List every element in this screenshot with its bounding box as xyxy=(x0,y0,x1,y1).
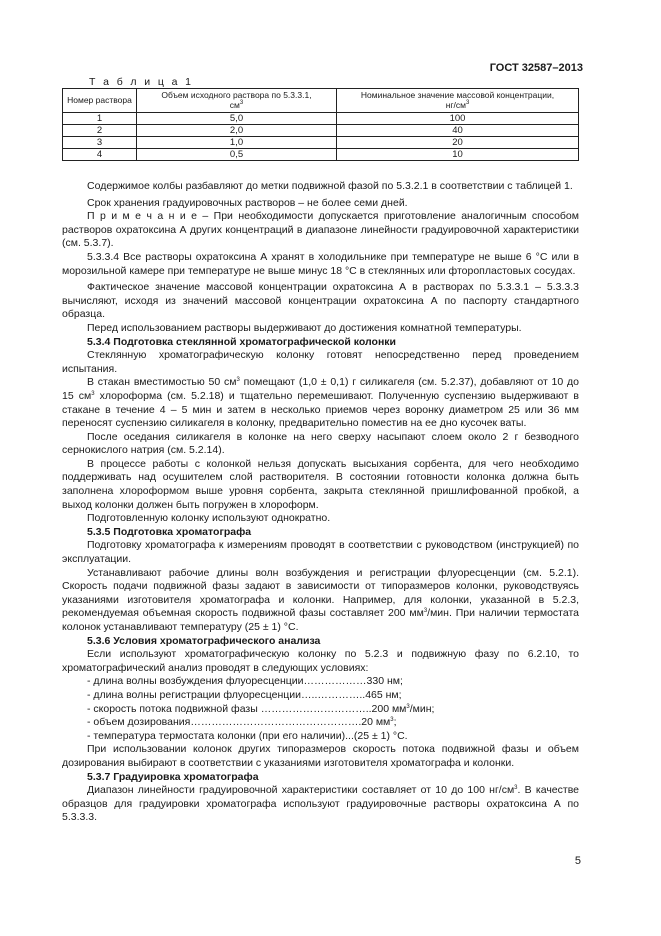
paragraph-part: В стакан вместимостью 50 см xyxy=(87,376,237,389)
list-item xyxy=(62,716,579,730)
list-item-text: - объем дозирования………………………………………….20 мм xyxy=(87,716,391,729)
cell-number: 1 xyxy=(63,113,137,125)
col-header-volume xyxy=(137,89,337,113)
superscript: 3 xyxy=(390,717,394,724)
section-heading: 5.3.7 Градуировка хроматографа xyxy=(87,770,259,783)
cell-concentration: 20 xyxy=(337,137,579,149)
paragraph xyxy=(62,784,579,825)
superscript: 3 xyxy=(236,377,240,384)
document-id: ГОСТ 32587–2013 xyxy=(489,62,583,74)
paragraph xyxy=(62,567,579,635)
cell-concentration: 100 xyxy=(337,113,579,125)
paragraph: После оседания силикагеля в колонке на него сверху насыпают слоем около 2 г безводного сернокислого натрия (см. 5.2.14). xyxy=(62,430,579,457)
superscript: 3 xyxy=(514,785,518,792)
list-item-text: ; xyxy=(393,716,397,729)
body-text xyxy=(62,180,579,825)
table-row xyxy=(63,113,579,125)
paragraph-part: Диапазон линейности градуировочной характеристики составляет от 10 до 100 нг/см xyxy=(87,784,515,797)
paragraph: Содержимое колбы разбавляют до метки подвижной фазой по 5.3.2.1 в соответствии с таблицей 1. xyxy=(87,180,573,192)
paragraph-part: . В качестве образцов для градуировки хроматографа используют градуировочные растворы охратоксина А по 5.3.3.3. xyxy=(62,784,579,824)
superscript: 3 xyxy=(91,390,95,397)
paragraph: 5.3.3.4 Все растворы охратоксина А хранят в холодильнике при температуре не выше 6 °С или в морозильной камере при температуре не выше минус 18 °С в стеклянных или фторопластовых сосудах. xyxy=(62,250,579,277)
cell-volume: 0,5 xyxy=(137,149,337,161)
superscript: 3 xyxy=(239,99,244,106)
cell-number: 4 xyxy=(63,149,137,161)
list-item: - длина волны возбуждения флуоресценции………………330 нм; xyxy=(87,675,403,688)
cell-number: 3 xyxy=(63,137,137,149)
table-row xyxy=(63,137,579,149)
col-header-concentration xyxy=(337,89,579,113)
paragraph: Перед использованием растворы выдерживают до достижения комнатной температуры. xyxy=(87,321,522,334)
list-item: - температура термостата колонки (при его наличии)...(25 ± 1) °С. xyxy=(87,729,408,742)
paragraph: Стеклянную хроматографическую колонку готовят непосредственно перед проведением испытания. xyxy=(62,349,579,375)
paragraph-part: /мин. При наличии термостата колонок устанавливают температуру (25 ± 1) °С. xyxy=(62,607,579,633)
paragraph: Если используют хроматографическую колонку по 5.2.3 и подвижную фазу по 6.2.10, то хроматографический анализ проводят в следующих условиях: xyxy=(62,648,579,674)
paragraph: В процессе работы с колонкой нельзя допускать высыхания сорбента, для чего необходимо поддерживать над осушителем слой растворителя. В состоянии готовности колонка должна быть заполнена хлороформом выше уровня сорбента, закрыта стеклянной пришлифованной пробкой, а выход колонки должен быть погружен в хлороформ. xyxy=(62,457,579,511)
col-header-number: Номер раствора xyxy=(63,89,137,113)
paragraph-part: помещают (1,0 ± 0,1) г силикагеля (см. 5.2.37), добавляют от 10 до 15 см xyxy=(62,376,579,402)
section-heading: 5.3.5 Подготовка хроматографа xyxy=(87,525,252,538)
concentration-table xyxy=(62,88,579,161)
cell-concentration: 40 xyxy=(337,125,579,137)
paragraph-part: хлороформа (см. 5.2.18) и тщательно перемешивают. Полученную суспензию выдерживают в стакане в течение 4 – 5 мин и затем в несколько приемов через воронку диаметром 25 или 36 мм переносят суспензию силикагеля в колонку, предварительно поместив на ее дно кусочек ваты. xyxy=(62,389,579,430)
list-item xyxy=(62,703,579,717)
table-title: Т а б л и ц а 1 xyxy=(89,76,194,88)
list-item-text: /мин; xyxy=(409,702,435,715)
table-row xyxy=(63,149,579,161)
col-header-volume-unit: см xyxy=(229,99,240,110)
superscript: 3 xyxy=(406,703,410,710)
table-header-row xyxy=(63,89,579,113)
col-header-conc-unit: нг/см xyxy=(445,99,466,110)
superscript: 3 xyxy=(423,608,428,615)
paragraph: При использовании колонок других типоразмеров скорость потока подвижной фазы и объем дозирования выбирают в соответствии с указаниями изготовителя хроматографа и колонки. xyxy=(62,743,579,769)
note-paragraph: П р и м е ч а н и е – При необходимости допускается приготовление аналогичным способом растворов охратоксина А других концентраций в диапазоне линейности градуировочной характеристики (см. 5.3.7). xyxy=(62,210,579,250)
page-number: 5 xyxy=(574,855,581,867)
cell-number: 2 xyxy=(63,125,137,137)
cell-volume: 5,0 xyxy=(137,113,337,125)
paragraph: Подготовленную колонку используют однократно. xyxy=(87,512,331,525)
section-heading: 5.3.6 Условия хроматографического анализа xyxy=(87,634,321,647)
list-item-text: - скорость потока подвижной фазы …………………………..200 мм xyxy=(87,702,407,715)
cell-volume: 2,0 xyxy=(137,125,337,137)
list-item: - длина волны регистрации флуоресценции…..…………..465 нм; xyxy=(87,688,402,701)
col-header-conc-text: Номинальное значение массовой концентрации, xyxy=(360,90,555,100)
section-heading: 5.3.4 Подготовка стеклянной хроматографической колонки xyxy=(87,335,396,348)
paragraph: Срок хранения градуировочных растворов – не более семи дней. xyxy=(87,196,408,209)
col-header-volume-text: Объем исходного раствора по 5.3.3.1, xyxy=(161,90,312,100)
paragraph-part: Устанавливают рабочие длины волн возбуждения и регистрации флуоресценции (см. 5.2.1). Скорость подачи подвижной фазы задают в зависимости от типоразмеров колонки, руководствуясь указаниями изготовителя хроматографа и колонки. Например, для колонки, указанной в 5.2.3, рекомендуемая объемная скорость подвижной фазы составляет 200 мм xyxy=(62,566,579,620)
cell-volume: 1,0 xyxy=(137,137,337,149)
table-row xyxy=(63,125,579,137)
paragraph: Фактическое значение массовой концентрации охратоксина А в растворах по 5.3.3.1 – 5.3.3.3 вычисляют, исходя из значений массовой концентрации охратоксина А по паспорту стандартного образца. xyxy=(62,281,579,321)
cell-concentration: 10 xyxy=(337,149,579,161)
superscript: 3 xyxy=(465,99,470,106)
paragraph xyxy=(62,376,579,430)
paragraph: Подготовку хроматографа к измерениям проводят в соответствии с руководством (инструкцией) по эксплуатации. xyxy=(62,539,579,566)
